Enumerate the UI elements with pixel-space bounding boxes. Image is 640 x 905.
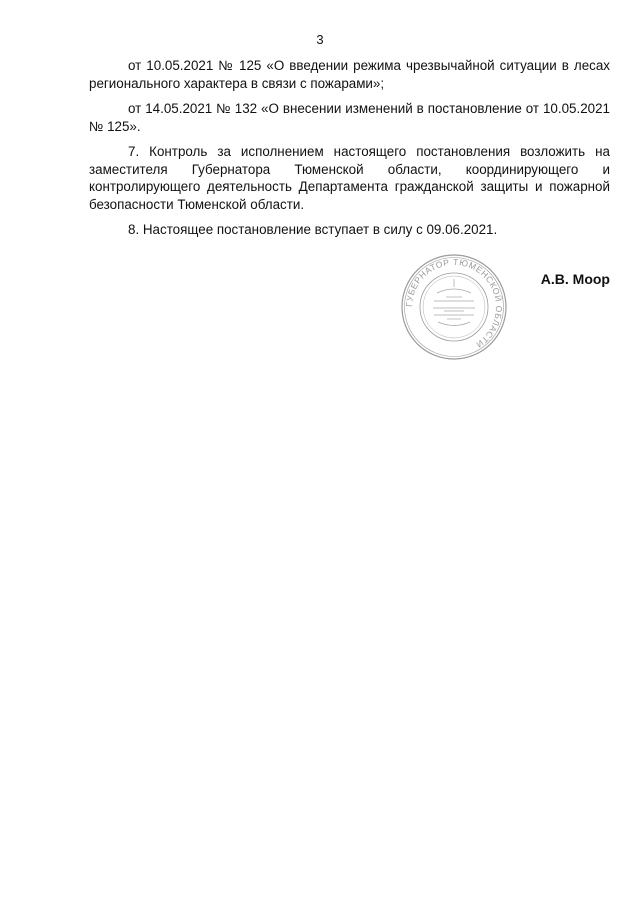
paragraph-resolution-125: от 10.05.2021 № 125 «О введении режима чрезвычайной ситуации в лесах регионального характера в связи с пожарами»; (89, 58, 610, 91)
svg-text:ГУБЕРНАТОР ТЮМЕНСКОЙ ОБЛАСТИ (404, 257, 505, 350)
paragraph-effective-date: 8. Настоящее постановление вступает в силу с 09.06.2021. (128, 222, 498, 237)
paragraph-control-clause: 7. Контроль за исполнением настоящего постановления возложить на заместителя Губернатора Тюменской области, координирующего и контролирующего деятельность Департамента гражданской защиты и пожарной безопасности Тюменской области. (89, 144, 610, 212)
seal-ring-text: ГУБЕРНАТОР ТЮМЕНСКОЙ ОБЛАСТИ (403, 256, 505, 350)
document-body (89, 57, 610, 247)
paragraph-resolution-132: от 14.05.2021 № 132 «О внесении изменений в постановление от 10.05.2021 № 125». (89, 101, 610, 134)
official-seal-icon (400, 253, 508, 361)
page-number: 3 (316, 32, 324, 47)
signature-name: А.В. Моор (540, 271, 610, 287)
